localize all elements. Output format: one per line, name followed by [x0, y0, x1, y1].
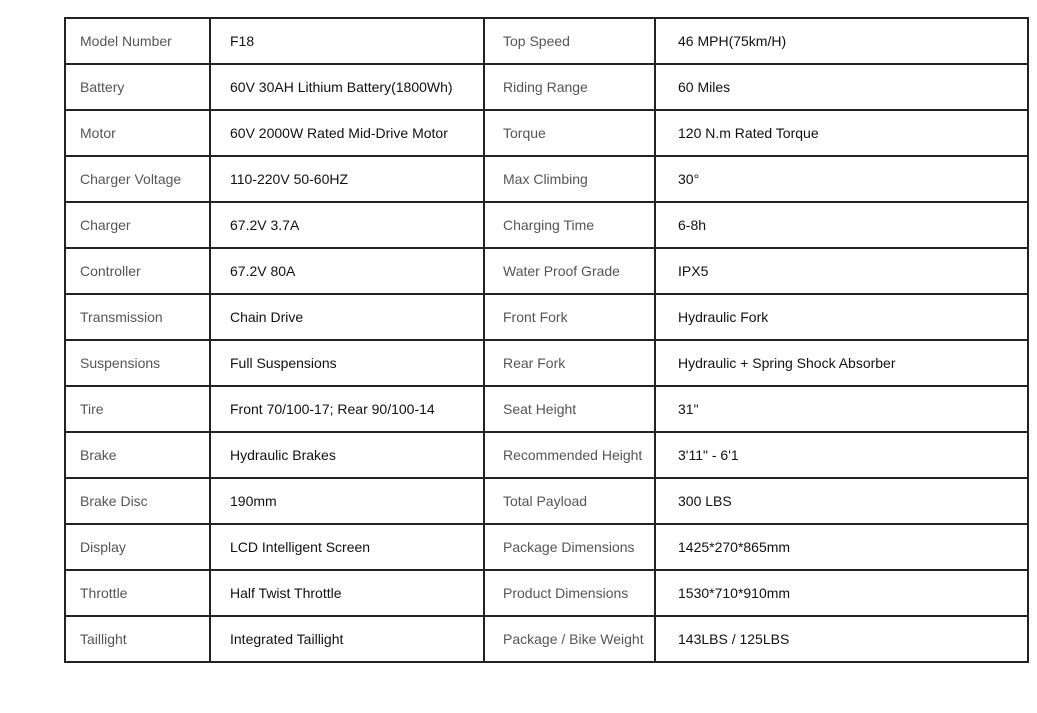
spec-value: 60V 30AH Lithium Battery(1800Wh)	[210, 64, 484, 110]
spec-value: 67.2V 3.7A	[210, 202, 484, 248]
spec-value: 31"	[655, 386, 1028, 432]
spec-value: 1425*270*865mm	[655, 524, 1028, 570]
spec-label: Battery	[65, 64, 210, 110]
table-row	[65, 478, 1028, 524]
spec-value: 67.2V 80A	[210, 248, 484, 294]
spec-value: Front 70/100-17; Rear 90/100-14	[210, 386, 484, 432]
spec-value: 6-8h	[655, 202, 1028, 248]
spec-label: Brake Disc	[65, 478, 210, 524]
spec-value: Hydraulic Brakes	[210, 432, 484, 478]
spec-value: Hydraulic + Spring Shock Absorber	[655, 340, 1028, 386]
spec-label: Brake	[65, 432, 210, 478]
spec-value: 60 Miles	[655, 64, 1028, 110]
spec-label: Seat Height	[484, 386, 655, 432]
spec-value: Integrated Taillight	[210, 616, 484, 662]
spec-value: 300 LBS	[655, 478, 1028, 524]
table-row	[65, 248, 1028, 294]
spec-table	[64, 17, 1029, 663]
spec-label: Package / Bike Weight	[484, 616, 655, 662]
spec-value: 110-220V 50-60HZ	[210, 156, 484, 202]
spec-value: Half Twist Throttle	[210, 570, 484, 616]
spec-table-body	[65, 18, 1028, 662]
spec-label: Taillight	[65, 616, 210, 662]
spec-label: Suspensions	[65, 340, 210, 386]
spec-label: Package Dimensions	[484, 524, 655, 570]
spec-value: 60V 2000W Rated Mid-Drive Motor	[210, 110, 484, 156]
spec-value: Hydraulic Fork	[655, 294, 1028, 340]
spec-label: Recommended Height	[484, 432, 655, 478]
table-row	[65, 432, 1028, 478]
spec-label: Total Payload	[484, 478, 655, 524]
table-row	[65, 64, 1028, 110]
table-row	[65, 570, 1028, 616]
spec-value: 190mm	[210, 478, 484, 524]
spec-label: Motor	[65, 110, 210, 156]
table-row	[65, 524, 1028, 570]
spec-label: Front Fork	[484, 294, 655, 340]
spec-value: 1530*710*910mm	[655, 570, 1028, 616]
spec-label: Rear Fork	[484, 340, 655, 386]
spec-value: 120 N.m Rated Torque	[655, 110, 1028, 156]
spec-value: 46 MPH(75km/H)	[655, 18, 1028, 64]
spec-label: Max Climbing	[484, 156, 655, 202]
spec-label: Tire	[65, 386, 210, 432]
spec-value: IPX5	[655, 248, 1028, 294]
spec-value: 30°	[655, 156, 1028, 202]
spec-label: Riding Range	[484, 64, 655, 110]
spec-value: LCD Intelligent Screen	[210, 524, 484, 570]
spec-label: Product Dimensions	[484, 570, 655, 616]
spec-value: F18	[210, 18, 484, 64]
table-row	[65, 18, 1028, 64]
spec-label: Torque	[484, 110, 655, 156]
spec-label: Charging Time	[484, 202, 655, 248]
table-row	[65, 386, 1028, 432]
table-row	[65, 616, 1028, 662]
spec-label: Transmission	[65, 294, 210, 340]
spec-label: Charger	[65, 202, 210, 248]
spec-label: Model Number	[65, 18, 210, 64]
table-row	[65, 110, 1028, 156]
table-row	[65, 156, 1028, 202]
spec-label: Display	[65, 524, 210, 570]
spec-value: Full Suspensions	[210, 340, 484, 386]
table-row	[65, 340, 1028, 386]
spec-value: 143LBS / 125LBS	[655, 616, 1028, 662]
table-row	[65, 202, 1028, 248]
spec-label: Controller	[65, 248, 210, 294]
spec-label: Throttle	[65, 570, 210, 616]
spec-label: Top Speed	[484, 18, 655, 64]
table-row	[65, 294, 1028, 340]
spec-label: Charger Voltage	[65, 156, 210, 202]
spec-value: Chain Drive	[210, 294, 484, 340]
spec-label: Water Proof Grade	[484, 248, 655, 294]
spec-value: 3'11" - 6'1	[655, 432, 1028, 478]
